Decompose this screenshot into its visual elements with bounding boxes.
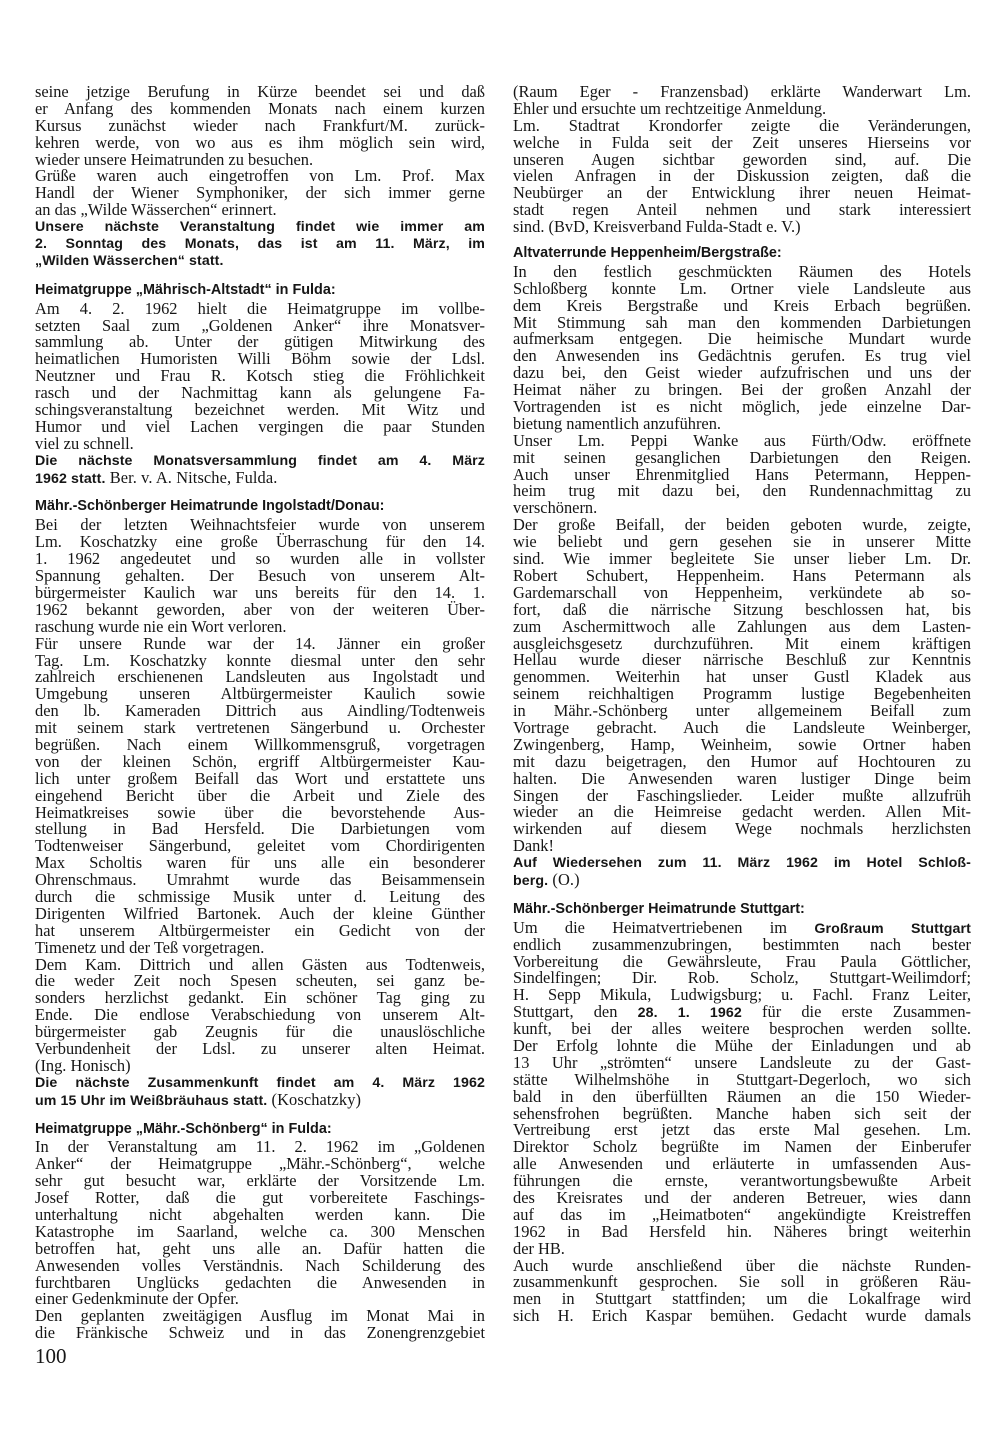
paragraph — [35, 84, 485, 168]
text-line: in Mähr.-Schönberg unter allgemeinem Beifall zum — [513, 701, 971, 721]
text-line: bürgermeister gab Zeugnis für die unauslöschliche — [35, 1022, 485, 1042]
text-line: Der große Beifall, der beiden geboten wurde, zeigte, — [513, 515, 971, 535]
text-line: Grüße waren auch eingetroffen von Lm. Prof. Max — [35, 166, 485, 186]
text-line: 1962 in Bad Hersfeld hin. Näheres bringt weiterhin — [513, 1221, 971, 1241]
text: (Koschatzky) — [267, 1089, 362, 1109]
text-line: Auf Wiedersehen zum 11. März 1962 im Hotel Schloß- — [513, 855, 971, 872]
text-line: Mähr.-Schönberger Heimatrunde Stuttgart: — [513, 900, 805, 917]
text-line: Todtenweiser Sängerbund, geleitet vom Chordirigenten — [35, 836, 485, 856]
text: Ber. v. A. Nitsche, Fulda. — [105, 467, 278, 487]
text-line: Mähr.-Schönberger Heimatrunde Ingolstadt/Donau: — [35, 498, 385, 515]
text-line: sich H. Erich Kaspar bemühen. Gedacht wurde damals — [513, 1306, 971, 1326]
bold-announcement — [513, 855, 971, 889]
text-line: unseren Augen sichtbar geworden sind, auf. Die — [513, 149, 971, 169]
text-line: verschönern. — [513, 498, 598, 518]
section-heading — [513, 245, 971, 262]
text-line: einer Gedenkminute der Opfer. — [35, 1289, 239, 1309]
text-line: Max Scholtis waren für uns alle ein besonderer — [35, 853, 485, 873]
text-line: eingehend Bericht über die Arbeit und Ziele des — [35, 785, 485, 805]
bold-text: 28. 1. 1962 — [637, 1005, 742, 1022]
text-line: genommen. Weiterhin hat unser Gustl Kladek aus — [513, 667, 971, 687]
text-line: Timenetz und der Teß vorgetragen. — [35, 937, 265, 957]
text-line: auf das im „Heimatboten“ angekündigte Kreistreffen — [513, 1204, 971, 1224]
paragraph — [35, 1308, 485, 1342]
text-line: endlich zusammenzubringen, bestimmten nach bester — [513, 934, 971, 954]
text-line: Lm. Koschatzky eine große Überraschung für den 14. — [35, 532, 485, 552]
paragraph — [513, 261, 971, 433]
text-line — [513, 869, 971, 889]
text-line: von der kleinen Schön, ergriff Altbürgermeister Kau- — [35, 751, 485, 771]
text-line: sonders herzlichst gedankt. Ein schöner Tag ging zu — [35, 988, 485, 1008]
text-line: Heimatgruppe „Mährisch-Altstadt“ in Fulda: — [35, 281, 336, 298]
text-line: sammlung ab. Unter der gütigen Mitwirkung des — [35, 332, 485, 352]
text-line: Tag. Lm. Koschatzky konnte diesmal unter den sehr — [35, 650, 485, 670]
text-line: Die nächste Monatsversammlung findet am 4. März — [35, 452, 485, 469]
bold-announcement — [35, 453, 485, 487]
bold-text: berg. — [513, 872, 549, 889]
paragraph — [35, 1139, 485, 1308]
bold-text: Großraum Stuttgart — [814, 920, 971, 937]
text-line: Auch wurde anschließend über die nächste Runden- — [513, 1255, 971, 1275]
text-line: heim trug mit dazu bei, den Rundennachmittag zu — [513, 481, 971, 501]
text-line: stätte Wilhelmshöhe in Stuttgart-Degerloch, wo sich — [513, 1069, 971, 1089]
text-line: schingsveranstaltung bezeichnet werden. Mit Witz und — [35, 400, 485, 420]
text-line: (Ing. Honisch) — [35, 1055, 131, 1075]
text-line: fort, daß die närrische Sitzung beschlossen hat, bis — [513, 599, 971, 619]
text-line: mit seinen gesanglichen Darbietungen den Reigen. — [513, 447, 971, 467]
paragraph — [35, 633, 485, 957]
text-line: Hellau wurde dieser närrische Beschluß zur Kenntnis — [513, 650, 971, 670]
text-line: den lb. Kameraden Dittrich aus Aindling/Todtenweis — [35, 701, 485, 721]
text-line: Anker“ der Heimatgruppe „Mähr.-Schönberg“, welche — [35, 1154, 485, 1174]
text-line: sind. (BvD, Kreisverband Fulda-Stadt e. V.) — [513, 217, 801, 237]
text-line: wieder an die Heimreise gedacht werden. Allen Mit- — [513, 802, 971, 822]
paragraph — [513, 517, 971, 855]
text-line: heimatlichen Humoristen Willi Böhm sowie der Ldsl. — [35, 349, 485, 369]
text-line: wirkenden auf diesem Wege nochmals herzlichsten — [513, 819, 971, 839]
page-number: 100 — [35, 1344, 67, 1368]
section-heading — [35, 1121, 485, 1138]
text-line — [35, 1089, 485, 1109]
paragraph — [35, 298, 485, 453]
text-line: Dem Kam. Dittrich und allen Gästen aus Todtenweis, — [35, 954, 485, 974]
paragraph — [35, 168, 485, 219]
text-line: Humor und viel Lachen vergingen die paar Stunden — [35, 416, 485, 436]
text-line: Ohrenschmaus. Umrahmt wurde das Beisammensein — [35, 870, 485, 890]
text-line: zusammenkunft gesprochen. Sie soll in größeren Räu- — [513, 1272, 971, 1292]
text-line: In den festlich geschmückten Räumen des Hotels — [513, 261, 971, 281]
text-line: viel zu schnell. — [35, 433, 134, 453]
bold-text: 1962 statt. — [35, 470, 106, 487]
bold-announcement — [35, 1075, 485, 1109]
section-heading — [35, 498, 485, 515]
text-line: Heimatgruppe „Mähr.-Schönberg“ in Fulda: — [35, 1120, 332, 1137]
text-line: Schloßberg konnte Lm. Ortner viele Landsleute aus — [513, 278, 971, 298]
text-line: (Raum Eger - Franzensbad) erklärte Wanderwart Lm. — [513, 82, 971, 101]
text-line: welche in Fulda seit der Zeit unseres Hierseins vor — [513, 132, 971, 152]
text-line: Spannung gehalten. Der Besuch von unserem Alt- — [35, 566, 485, 586]
bold-text: um 15 Uhr im Weißbräuhaus statt. — [35, 1092, 268, 1109]
text-line: an das „Wilde Wässerchen“ erinnert. — [35, 200, 277, 220]
text-line: Katastrophe im Saarland, welche ca. 300 Menschen — [35, 1221, 485, 1241]
paragraph — [35, 954, 485, 1075]
section-heading — [35, 282, 485, 299]
text-line: alle Anwesenden und erläuterte in umfassenden Aus- — [513, 1154, 971, 1174]
text-line: dem Kreis Bergstraße und Kreis Erbach begrüßen. — [513, 295, 971, 315]
text-line: Josef Rotter, daß die gut vorbereitete Faschings- — [35, 1188, 485, 1208]
text-line: wieder unsere Heimatrunden zu besuchen. — [35, 149, 314, 169]
text-line: ausgleichsgesetz durchzuführen. Mit einem kräftigen — [513, 633, 971, 653]
text-line: durch die schmissige Musik unter d. Leitung des — [35, 886, 485, 906]
text-line: Gardemarschall von Heppenheim, verkündete ab so- — [513, 582, 971, 602]
text-line: zahlreich erschienenen Landsleuten aus Ingolstadt und — [35, 667, 485, 687]
text-line: unterhaltung nicht abgehalten werden kann. Die — [35, 1205, 485, 1224]
text-line: dazu bei, den Geist wieder aufzufrischen und uns der — [513, 363, 971, 383]
text-line: Ende. Die endlose Verabschiedung von unserem Alt- — [35, 1005, 485, 1025]
text-line: Handl der Wiener Symphoniker, der sich immer gerne — [35, 183, 485, 203]
text-line: des Kreisrates und der anderen Betreuer, wies dann — [513, 1188, 971, 1207]
text-line: bietung namentlich anzuführen. — [513, 413, 721, 433]
text-line: Dirigenten Wilfried Bartonek. Auch der kleine Günther — [35, 903, 485, 923]
text-line: Robert Schubert, Heppenheim. Hans Petermann als — [513, 565, 971, 585]
text-line: lich unter großem Beifall das Wort und erstattete uns — [35, 768, 485, 788]
paragraph — [513, 84, 971, 118]
text-line: Für unsere Runde war der 14. Jänner ein großer — [35, 633, 485, 653]
text-line: stellung in Bad Hersfeld. Die Darbietungen vom — [35, 819, 485, 839]
text-line: Altvaterrunde Heppenheim/Bergstraße: — [513, 245, 782, 262]
text-line: sehensfrohen begrüßten. Manche haben sich seit der — [513, 1103, 971, 1123]
text-line: 2. Sonntag des Monats, das ist am 11. März, im — [35, 236, 485, 253]
text-line: raschung wurde nie ein Wort verloren. — [35, 616, 287, 636]
text-line: die Fränkische Schweiz und in das Zonengrenzgebiet — [35, 1323, 485, 1343]
text-line: den Anwesenden ins Gedächtnis gerufen. Es trug viel — [513, 346, 971, 366]
paragraph — [35, 517, 485, 635]
text-line: Sindelfingen; Dir. Rob. Scholz, Stuttgart-Weilimdorf; — [513, 968, 971, 988]
text-line: Die nächste Zusammenkunft findet am 4. März 1962 — [35, 1074, 485, 1091]
text-line: er Anfang des kommenden Monats nach einem kurzen — [35, 98, 485, 118]
text-line: Auch unser Ehrenmitglied Hans Petermann, Heppen- — [513, 464, 971, 484]
section-heading — [513, 901, 971, 918]
text-line: Den geplanten zweitägigen Ausflug im Monat Mai in — [35, 1306, 485, 1326]
text-line: bürgermeister Kaulich war uns bereits für den 14. 1. — [35, 582, 485, 602]
text-line: Vorbereitung die Gewährsleute, Frau Paula Göttlicher, — [513, 951, 971, 971]
text: Um die Heimatvertriebenen im — [513, 917, 815, 937]
text-line: Der Erfolg lohnte die Mühe der Einladungen und ab — [513, 1035, 971, 1055]
text-line: betroffen hat, geht uns alle an. Dafür hatten die — [35, 1238, 485, 1258]
text-line: Heimatkreises sowie über die bevorstehende Aus- — [35, 802, 485, 822]
text-line: Am 4. 2. 1962 hielt die Heimatgruppe im vollbe- — [35, 298, 485, 318]
text-line: Umgebung unseren Altbürgermeister Kaulich sowie — [35, 684, 485, 704]
right-column — [513, 84, 971, 1325]
paragraph — [513, 115, 971, 237]
text-line: Mit Stimmung sah man den kommenden Darbietungen — [513, 312, 971, 332]
text-line: vielen Anfragen in der Diskussion zeigten, daß die — [513, 166, 971, 186]
text-line: furchtbaren Unglücks gedachten die Anwesenden in — [35, 1272, 485, 1292]
text-line: Singen der Faschingslieder. Leider mußte allzufrüh — [513, 785, 971, 805]
text-line: kehren werde, von wo aus es ihm möglich sein wird, — [35, 132, 485, 152]
text-line: halten. Die Anwesenden waren lustiger Dinge beim — [513, 768, 971, 788]
text-line: Unsere nächste Veranstaltung findet wie immer am — [35, 219, 485, 236]
left-column — [35, 84, 485, 1342]
text-line: men in Stuttgart stattfinden; um die Lokalfrage wird — [513, 1289, 971, 1309]
text-line: 1. 1962 angedeutet und so wurden alle in vollster — [35, 549, 485, 569]
text-line: der HB. — [513, 1238, 565, 1258]
text-line: Direktor Scholz begrüßte im Namen der Einberufer — [513, 1137, 971, 1157]
text-line: zum Aschermittwoch alle Zahlungen aus dem Lasten- — [513, 616, 971, 636]
text-line: bald in den überfüllten Räumen an die 150 Wieder- — [513, 1086, 971, 1106]
text-line: begrüßen. Nach einem Willkommensgruß, vorgetragen — [35, 734, 485, 754]
text-line: Vortragenden ist es nicht möglich, jede einzelne Dar- — [513, 397, 971, 417]
text-line: mit seinem stark vertretenen Sängerbund u. Orchester — [35, 718, 485, 738]
text-line: stadt regen Anteil nehmen und stark interessiert — [513, 200, 971, 220]
text-line: Neutzner und Frau R. Kotsch stieg die Fröhlichkeit — [35, 366, 485, 386]
text-line: die weder Zeit noch Spesen scheuten, sei ganz be- — [35, 971, 485, 991]
text-line: 13 Uhr „strömten“ unsere Landsleute zu der Gast- — [513, 1052, 971, 1072]
text-line: Bei der letzten Weihnachtsfeier wurde von unserem — [35, 515, 485, 535]
text-line: Neubürger an der Entwicklung ihrer neuen Heimat- — [513, 183, 971, 203]
text-line: mit dazu beigetragen, den Humor auf Hochtouren zu — [513, 751, 971, 771]
text-line: Unser Lm. Peppi Wanke aus Fürth/Odw. eröffnete — [513, 430, 971, 450]
text-line: Kursus zunächst wieder nach Frankfurt/M. zurück- — [35, 115, 485, 135]
text-line — [35, 467, 485, 487]
text: Stuttgart, den — [513, 1002, 638, 1022]
text-line: seine jetzige Berufung in Kürze beendet sei und daß — [35, 82, 485, 101]
text-line: seinem reichhaltigen Programm lustige Begebenheiten — [513, 684, 971, 704]
text-line: wie beliebt und gern gesehen sie in unserer Mitte — [513, 532, 971, 552]
text-line: rasch und der Nachmittag kann als gelungene Fa- — [35, 383, 485, 403]
text-line: aufmerksam entgegen. Die heimische Mundart wurde — [513, 329, 971, 349]
text-line: Anwesenden volles Verständnis. Nach Schilderung des — [35, 1255, 485, 1275]
text-line: Vortrage gebracht. Auch die Landsleute Weinberger, — [513, 717, 971, 737]
bold-announcement — [35, 219, 485, 270]
paragraph — [513, 917, 971, 1258]
text-line: kunft, bei der alles weitere besprochen werden sollte. — [513, 1019, 971, 1039]
text-line: sehr gut besucht war, erklärte der Vorsitzende Lm. — [35, 1171, 485, 1191]
text-line: Dank! — [513, 836, 554, 856]
text-line: In der Veranstaltung am 11. 2. 1962 im „Goldenen — [35, 1137, 485, 1157]
text-line: sind. Wie immer begleitete Sie unser lieber Lm. Dr. — [513, 549, 971, 569]
text-line: Verbundenheit der Ldsl. zu unserer alten Heimat. — [35, 1038, 485, 1058]
text-line: Lm. Stadtrat Krondorfer zeigte die Veränderungen, — [513, 115, 971, 135]
text-line: setzten Saal zum „Goldenen Anker“ ihre Monatsver- — [35, 315, 485, 335]
text: (O.) — [548, 869, 580, 889]
text-line: Vertreibung erst jetzt das erste Mal gesehen. Lm. — [513, 1120, 971, 1140]
text-line: Heimat näher zu bringen. Bei der großen Anzahl der — [513, 380, 971, 400]
paragraph — [513, 1255, 971, 1326]
text-line: „Wilden Wässerchen“ statt. — [35, 252, 224, 269]
text-line: hat unserem Altbürgermeister ein Gedicht von der — [35, 920, 485, 940]
text-line: Ehler und ersuchte um rechtzeitige Anmeldung. — [513, 98, 827, 118]
paragraph — [513, 430, 971, 518]
text-line: 1962 bekannt geworden, aber von der weiteren Über- — [35, 599, 485, 619]
text-line: H. Sepp Mikula, Ludwigsburg; u. Fachl. Franz Leiter, — [513, 985, 971, 1005]
text: für die erste Zusammen- — [741, 1002, 971, 1022]
text-line: führungen die ernste, verantwortungsbewußte Arbeit — [513, 1171, 971, 1191]
text-line: Zwingenberg, Hamp, Weinheim, sowie Ortner haben — [513, 734, 971, 754]
